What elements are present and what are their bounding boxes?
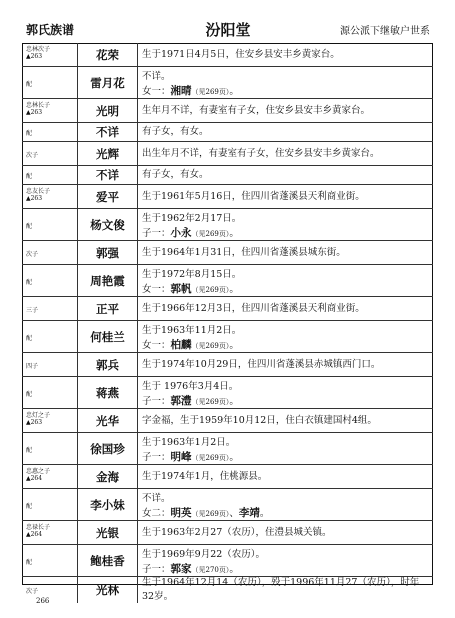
person-name: 不详 [78,166,138,184]
relation-label: 配 [26,558,33,566]
person-name: 金海 [78,465,138,488]
description-text: 有子女，有女。 [142,169,209,180]
description-line [142,380,429,394]
page-reference: （见269页） [191,398,230,406]
hall-name: 汾阳堂 [205,21,251,39]
description-text: 生于1964年1月31日，住四川省蓬溪县城东街。 [142,246,346,258]
description-text: 生年月不详，有妻室有子女，住安乡县安丰乡黄家台。 [142,104,371,116]
description-text: 子一： [142,396,171,407]
person-name: 徐国珍 [78,433,138,464]
description-text: 子一： [142,564,171,575]
genealogy-row [22,377,433,409]
description-text: 。 [229,86,239,97]
relation-label: 配 [26,446,33,454]
relation-cell [22,577,78,603]
relation-cell [22,265,78,296]
description-text: 生于1964年12月14（农历），殁于1996年11月27（农历），时年32岁。 [142,577,420,602]
person-name: 郭兵 [78,353,138,376]
person-description [142,545,429,576]
description-line [142,84,429,99]
person-name: 何桂兰 [78,321,138,352]
description-line [142,436,429,450]
relation-label: 配 [26,334,33,342]
person-description [142,377,429,408]
description-text: 生于1963年2月27（农历），住澧县城关镇。 [142,526,332,538]
relation-label: 忠禄长子 [26,524,51,531]
relation-label: 忠灯之子 [26,412,51,419]
person-name: 蒋燕 [78,377,138,408]
genealogy-row [22,67,433,99]
relation-cell [22,521,78,544]
person-description [142,209,429,240]
relation-label: 忠林次子 [26,46,51,53]
genealogy-row [22,409,433,433]
description-text: 女一： [142,340,171,351]
description-text: 生于 1976年3月4日。 [142,381,239,392]
child-name: 李靖 [238,507,260,519]
relation-label: 四子 [26,362,39,370]
child-name: 郭家 [170,563,192,575]
description-text: 。 [229,340,239,351]
description-text: 生于1974年1月，住桃源县。 [142,470,268,482]
person-name: 杨文俊 [78,209,138,240]
genealogy-row [22,433,433,465]
child-name: 郭帆 [170,283,192,295]
description-text: 生于1961年5月16日，住四川省蓬溪县天利商业街。 [142,190,365,202]
page-reference: （见269页） [191,230,230,238]
description-line [142,226,429,241]
description-text: 字金福，生于1959年10月12日，住白衣镇建国村4组。 [142,414,377,426]
description-line [142,212,429,226]
relation-cell [22,123,78,141]
reference-mark: ▲264 [26,475,43,482]
genealogy-row [22,577,433,603]
description-line [142,492,429,506]
relation-cell [22,209,78,240]
relation-cell [22,241,78,264]
person-name: 不详 [78,123,138,141]
description-line [142,450,429,465]
relation-cell [22,465,78,488]
person-name: 花荣 [78,43,138,66]
relation-cell [22,489,78,520]
page-reference: （见269页） [191,88,230,96]
relation-label: 配 [26,222,33,230]
genealogy-row [22,43,433,67]
description-text: 不详。 [142,493,171,504]
relation-label: 配 [26,390,33,398]
person-description [142,185,429,208]
description-text: 女二： [142,508,171,519]
description-text: 生于1971日4月5日，住安乡县安丰乡黄家台。 [142,48,340,60]
reference-mark: ▲263 [26,419,43,426]
relation-label: 配 [26,130,33,137]
person-name: 光华 [78,409,138,432]
description-line [142,324,429,338]
person-name: 光银 [78,521,138,544]
description-text: 、 [229,508,239,519]
description-line [142,526,332,540]
genealogy-row [22,465,433,489]
description-text: 不详。 [142,71,171,82]
genealogy-row [22,241,433,265]
person-name: 周艳霞 [78,265,138,296]
description-line [142,168,209,182]
relation-cell [22,99,78,122]
description-text: 。 [229,564,239,575]
page-reference: （见269页） [191,286,230,294]
relation-cell [22,185,78,208]
relation-label: 次子 [26,250,39,258]
person-description [142,99,429,122]
genealogy-row [22,321,433,353]
child-name: 明英 [170,507,192,519]
person-description [142,166,429,184]
description-line [142,147,380,161]
reference-mark: ▲264 [26,531,43,538]
relation-cell [22,433,78,464]
reference-mark: ▲263 [26,53,43,60]
person-description [142,142,429,165]
person-description [142,265,429,296]
description-text: 有子女，有女。 [142,126,209,137]
person-description [142,409,429,432]
description-line [142,358,380,372]
description-line [142,506,429,521]
description-line [142,302,365,316]
description-line [142,282,429,297]
page-reference: （见270页） [191,566,230,574]
person-name: 李小妹 [78,489,138,520]
person-name: 光林 [78,577,138,603]
person-description [142,321,429,352]
genealogy-row [22,545,433,577]
description-line [142,48,340,62]
genealogy-row [22,142,433,166]
person-description [142,67,429,98]
description-line [142,70,429,84]
genealogy-row [22,489,433,521]
description-line [142,104,370,118]
relation-cell [22,297,78,320]
description-text: 子一： [142,452,171,463]
person-name: 爱平 [78,185,138,208]
description-text: 。 [229,396,239,407]
reference-mark: ▲263 [26,195,43,202]
relation-cell [22,409,78,432]
relation-cell [22,321,78,352]
description-line [142,190,365,204]
person-description [142,577,429,603]
person-name: 雷月花 [78,67,138,98]
genealogy-row [22,185,433,209]
genealogy-table [22,43,433,603]
relation-label: 三子 [26,306,39,314]
person-description [142,241,429,264]
description-text: 生于1963年1月2日。 [142,437,236,448]
relation-cell [22,353,78,376]
genealogy-row [22,297,433,321]
description-text: 女一： [142,284,171,295]
person-description [142,433,429,464]
page-header [22,17,434,43]
book-title: 郭氏族谱 [26,23,75,37]
description-line [142,125,209,139]
person-name: 光明 [78,99,138,122]
relation-label: 配 [26,80,33,88]
relation-label: 忠惠之子 [26,468,51,475]
description-text: 。 [229,284,239,295]
person-description [142,123,429,141]
description-text: 。 [229,228,239,239]
genealogy-row [22,521,433,545]
description-text: 生于1969年9月22（农历）。 [142,549,266,560]
description-line [142,394,429,409]
child-name: 小永 [170,227,192,239]
genealogy-row [22,353,433,377]
genealogy-row [22,123,433,142]
page-reference: （见269页） [191,510,230,518]
relation-label: 次子 [26,151,39,159]
description-line [142,576,429,604]
relation-cell [22,377,78,408]
relation-label: 次子 [26,588,39,595]
description-text: 生于1966年12月3日，住四川省蓬溪县天利商业街。 [142,302,365,314]
relation-label: 忠友长子 [26,188,51,195]
relation-label: 忠林长子 [26,102,51,109]
relation-cell [22,142,78,165]
person-description [142,297,429,320]
child-name: 柏麟 [170,339,192,351]
description-text: 出生年月不详，有妻室有子女，住安乡县安丰乡黄家台。 [142,147,380,159]
relation-cell [22,545,78,576]
relation-label: 配 [26,173,33,180]
page-reference: （见269页） [191,342,230,350]
description-line [142,414,377,428]
person-description [142,353,429,376]
genealogy-row [22,265,433,297]
person-name: 光辉 [78,142,138,165]
branch-title: 源公派下继敏户世系 [340,26,430,37]
person-description [142,489,429,520]
child-name: 湘晴 [170,85,192,97]
description-line [142,338,429,353]
description-text: 生于1972年8月15日。 [142,269,242,280]
description-line [142,562,429,577]
description-text: 生于1963年11月2日。 [142,325,242,336]
child-name: 明峰 [170,451,192,463]
page-number: 266 [36,597,50,605]
genealogy-row [22,166,433,185]
description-line [142,268,429,282]
description-line [142,246,346,260]
person-name: 郭强 [78,241,138,264]
relation-cell [22,43,78,66]
description-text: 。 [229,452,239,463]
person-name: 鲍桂香 [78,545,138,576]
description-text: 生于1962年2月17日。 [142,213,242,224]
person-description [142,43,429,66]
description-text: 生于1974年10月29日，住四川省蓬溪县赤城镇西门口。 [142,358,381,370]
page-reference: （见269页） [191,454,230,462]
relation-label: 配 [26,278,33,286]
relation-cell [22,166,78,184]
reference-mark: ▲263 [26,109,43,116]
person-description [142,521,429,544]
genealogy-row [22,209,433,241]
description-text: 。 [259,508,270,519]
relation-label: 配 [26,502,33,510]
person-description [142,465,429,488]
genealogy-row [22,99,433,123]
child-name: 郭澧 [170,395,192,407]
relation-cell [22,67,78,98]
description-line [142,470,267,484]
description-text: 子一： [142,228,171,239]
description-line [142,548,429,562]
description-text: 女一： [142,86,171,97]
person-name: 正平 [78,297,138,320]
